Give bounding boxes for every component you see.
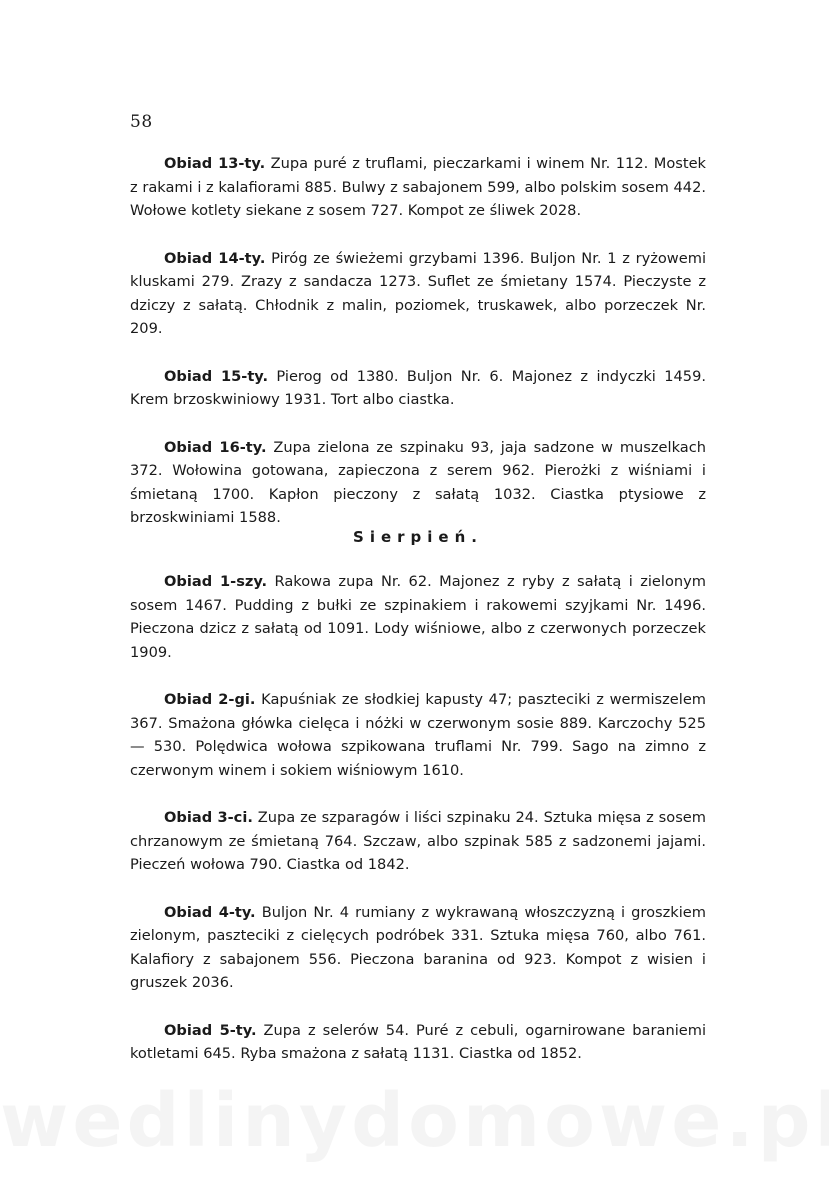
watermark: [0, 1078, 829, 1164]
entry-label: Obiad 16-ty.: [164, 438, 267, 456]
entry-text: Zupa ze szparagów i liści szpinaku 24. Sztuka mięsa z sosem chrzanowym ze śmietaną 764. Szczaw, albo szpinak 585 z sadzonemi jajami. Pieczeń wołowa 790. Ciastka od 1842.: [130, 809, 707, 873]
entry-label: Obiad 4-ty.: [164, 903, 256, 921]
entry-text: Rakowa zupa Nr. 62. Majonez z ryby z sałatą i zielonym sosem 1467. Pudding z bułki ze szpinakiem i rakowemi szyjkami Nr. 1496. Pieczona dzicz z sałatą od 1091. Lody wiśniowe, albo z czerwonych porzeczek 1909.: [130, 573, 706, 661]
entry-text: Kapuśniak ze słodkiej kapusty 47; paszteciki z wermiszelem 367. Smażona główka cielęca i nóżki w czerwonym sosie 889. Karczochy 525 — 530. Polędwica wołowa szpikowana truflami Nr. 799. Sago na zimno z czerwonym winem i sokiem wiśniowym 1610.: [130, 691, 707, 779]
entry-text: Buljon Nr. 4 rumiany z wykrawaną włoszczyzną i groszkiem zielonym, paszteciki z cielęcych podróbek 331. Sztuka mięsa 760, albo 761. Kalafiory z sabajonem 556. Pieczona baranina od 923. Kompot z wisien i gruszek 2036.: [130, 903, 707, 991]
entry-label: Obiad 13-ty.: [164, 155, 266, 172]
entry-text: Zupa zielona ze szpinaku 93, jaja sadzone w muszelkach 372. Wołowina gotowana, zapieczona z serem 962. Pierożki z wiśniami i śmietaną 1700. Kapłon pieczony z sałatą 1032. Ciastka ptysiowe z brzoskwiniami 1588.: [130, 438, 706, 526]
entry-label: Obiad 5-ty.: [164, 1021, 257, 1039]
menu-entry: [130, 436, 706, 530]
menu-entry: [130, 247, 706, 341]
menu-entry: [130, 901, 706, 995]
menu-list-july: [130, 152, 706, 530]
menu-entry: [130, 1019, 706, 1066]
menu-entry: [130, 806, 706, 877]
menu-entry: [130, 152, 706, 223]
entry-text: Pierog od 1380. Buljon Nr. 6. Majonez z indyczki 1459. Krem brzoskwiniowy 1931. Tort albo ciastka.: [130, 367, 706, 408]
section-heading-august: Sierpień.: [353, 528, 483, 546]
entry-label: Obiad 3-ci.: [164, 809, 253, 826]
menu-entry: [130, 365, 706, 412]
entry-label: Obiad 14-ty.: [164, 249, 266, 267]
entry-label: Obiad 1-szy.: [164, 573, 268, 590]
entry-label: Obiad 15-ty.: [164, 367, 269, 385]
entry-text: Zupa z selerów 54. Puré z cebuli, ogarnirowane baraniemi kotletami 645. Ryba smażona z sałatą 1131. Ciastka od 1852.: [130, 1021, 706, 1062]
menu-list-august: [130, 570, 706, 1066]
entry-label: Obiad 2-gi.: [164, 691, 256, 708]
entry-text: Piróg ze świeżemi grzybami 1396. Buljon Nr. 1 z ryżowemi kluskami 279. Zrazy z sandacza 1273. Suflet ze śmietany 1574. Pieczyste z dziczy z sałatą. Chłodnik z malin, poziomek, truskawek, albo porzeczek Nr. 209.: [130, 249, 706, 337]
menu-entry: [130, 570, 706, 664]
page-number: 58: [130, 112, 153, 132]
menu-entry: [130, 688, 706, 782]
entry-text: Zupa puré z truflami, pieczarkami i winem Nr. 112. Mostek z rakami i z kalafiorami 885. Bulwy z sabajonem 599, albo polskim sosem 442. Wołowe kotlety siekane z sosem 727. Kompot ze śliwek 2028.: [130, 155, 707, 219]
